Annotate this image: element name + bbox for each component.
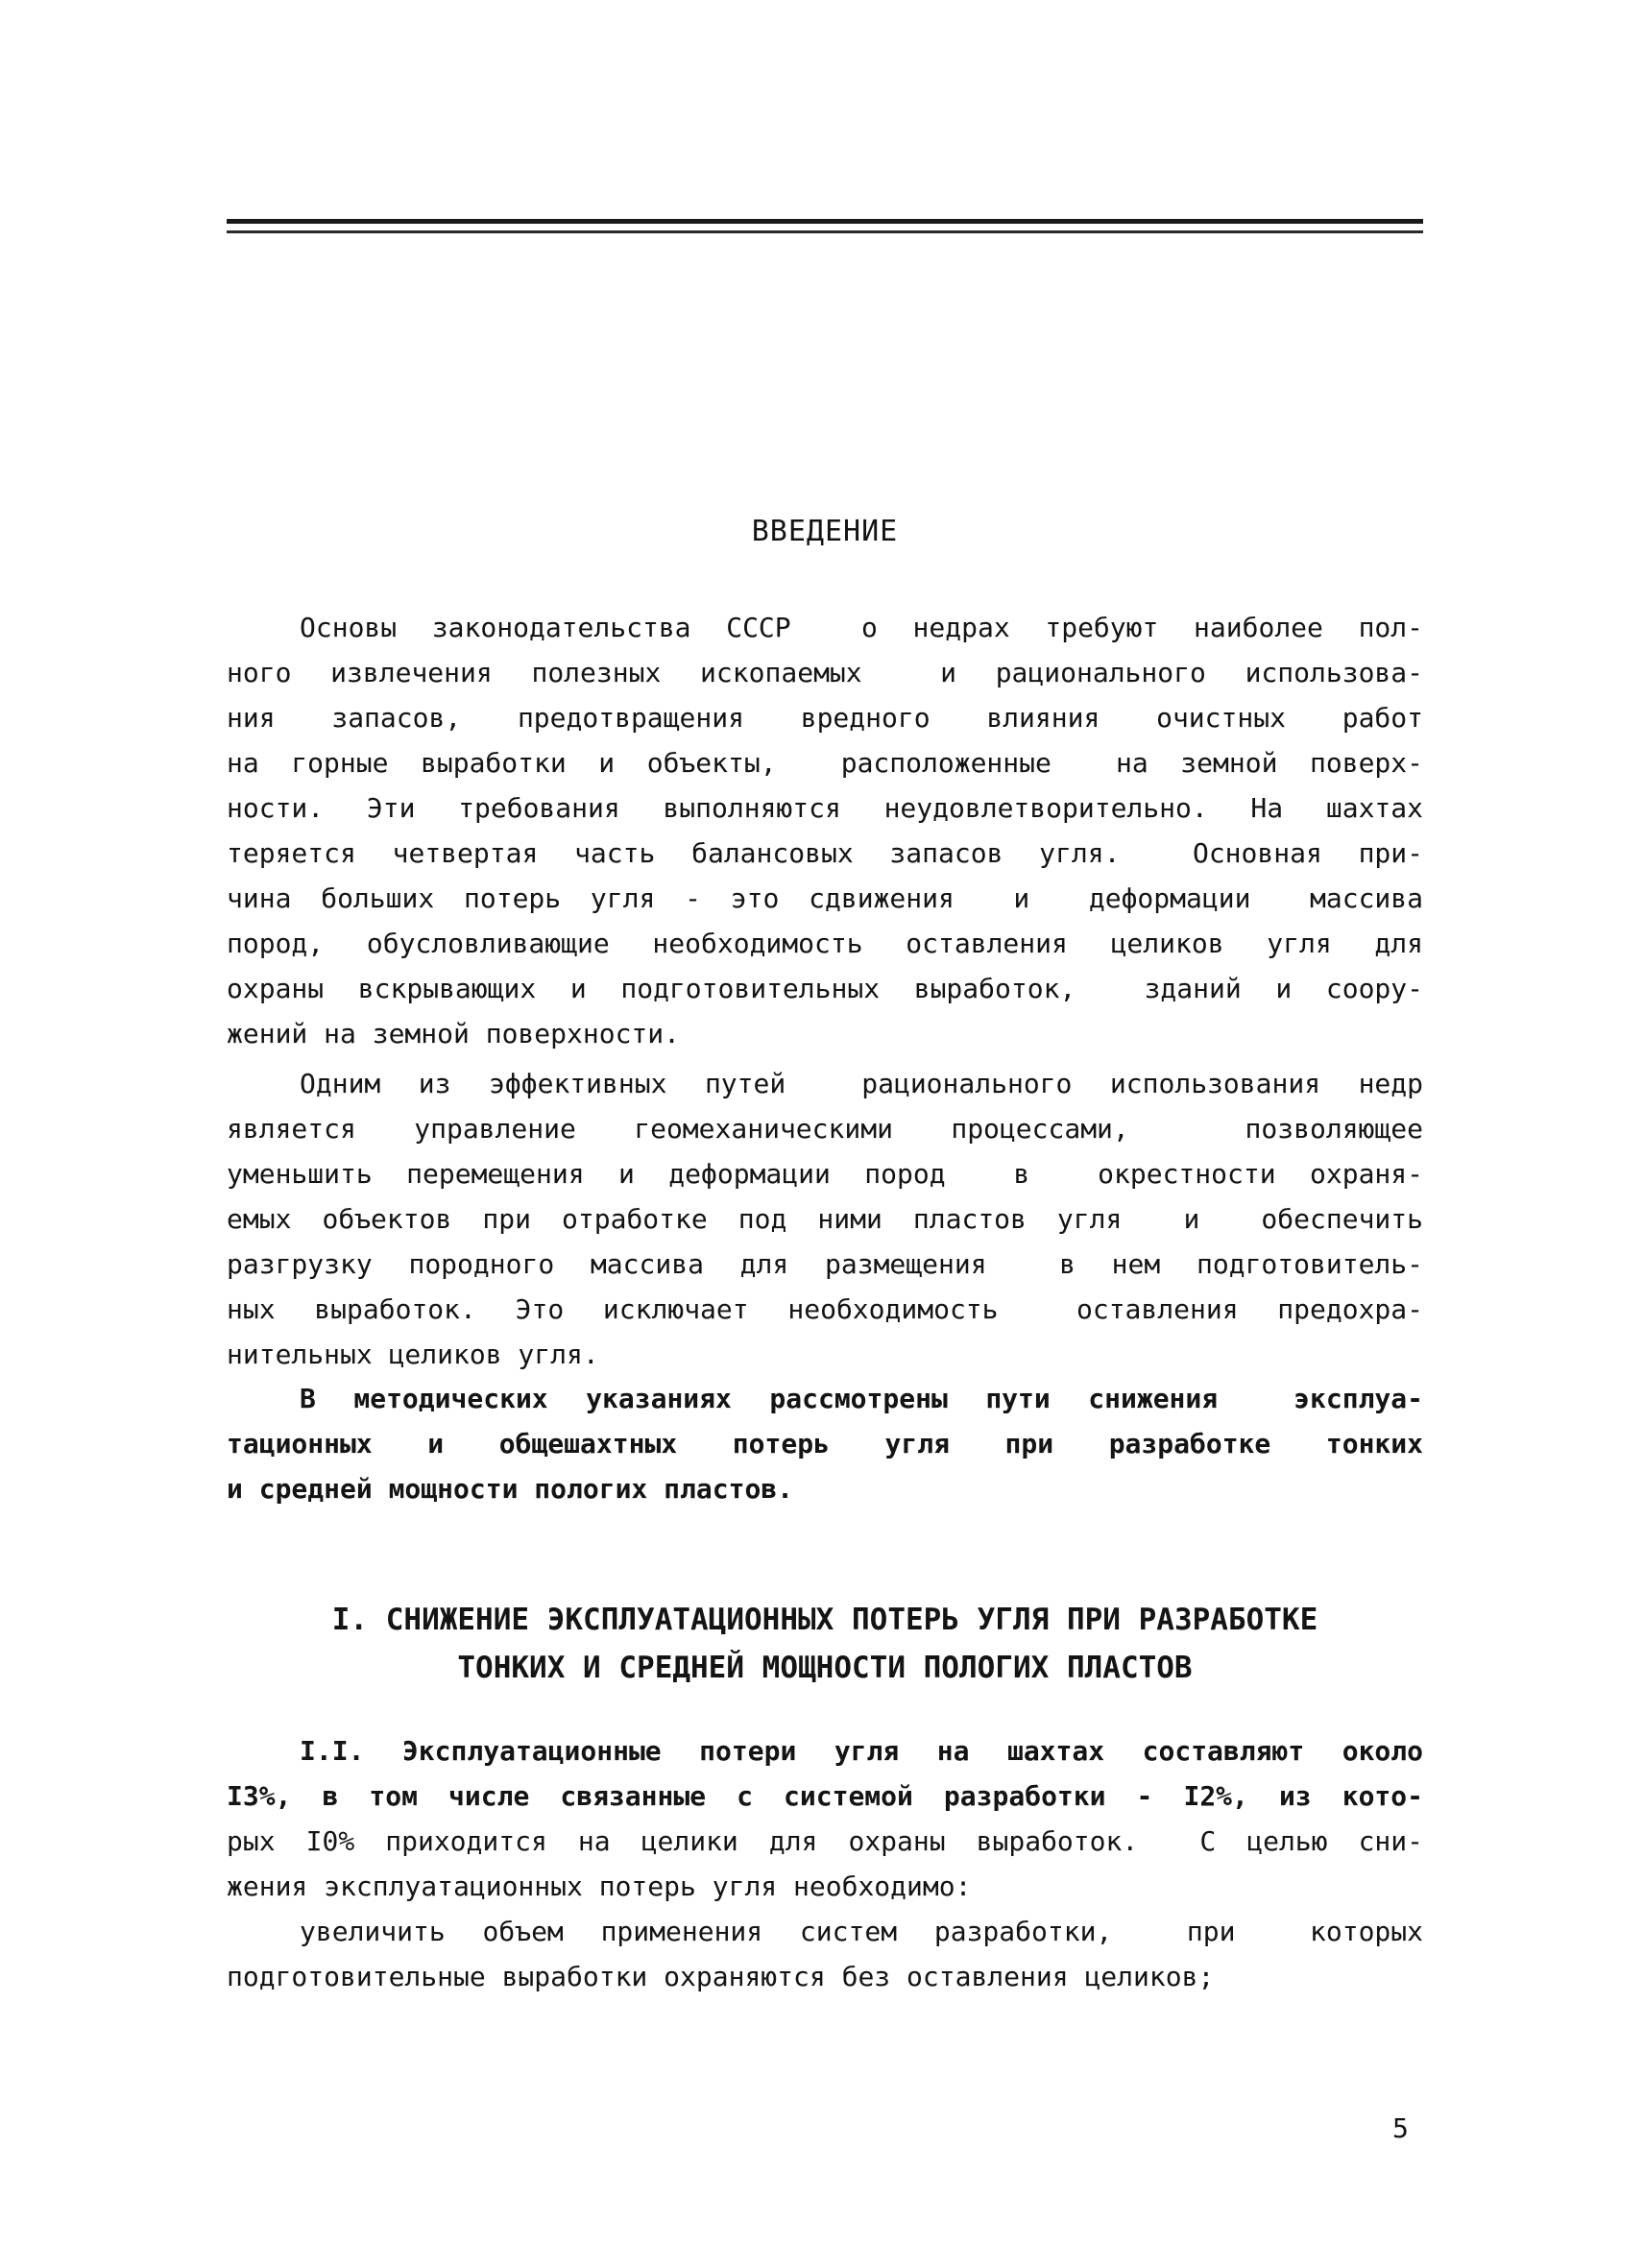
text-line: охраны вскрывающих и подготовительных выработок, зданий и соору-: [227, 973, 1423, 1004]
text-line: уменьшить перемещения и деформации пород в окрестности охраня-: [227, 1158, 1423, 1190]
intro-paragraph-3: [227, 1376, 1423, 1511]
text-line: пород, обусловливающие необходимость оставления целиков угля для: [227, 928, 1423, 959]
text-line: ности. Эти требования выполняются неудовлетворительно. На шахтах: [227, 792, 1423, 824]
intro-paragraph-2: [227, 1061, 1423, 1377]
section-1-heading: [227, 1596, 1423, 1692]
text-line: на горные выработки и объекты, расположенные на земной поверх-: [227, 747, 1423, 779]
section-title-line-2: ТОНКИХ И СРЕДНЕЙ МОЩНОСТИ ПОЛОГИХ ПЛАСТОВ: [457, 1651, 1193, 1685]
text-line: емых объектов при отработке под ними пластов угля и обеспечить: [227, 1203, 1423, 1235]
text-line: тационных и общешахтных потерь угля при разработке тонких: [227, 1428, 1423, 1460]
text-line: теряется четвертая часть балансовых запасов угля. Основная при-: [227, 837, 1423, 869]
text-line: жений на земной поверхности.: [227, 1018, 681, 1050]
intro-paragraph-1: [227, 605, 1423, 1056]
text-line: I.I. Эксплуатационные потери угля на шахтах составляют около: [300, 1735, 1423, 1767]
page-number: 5: [1392, 2112, 1409, 2144]
text-line: I3%, в том числе связанные с системой разработки - I2%, из кото-: [227, 1780, 1423, 1812]
text-line: жения эксплуатационных потерь угля необходимо:: [227, 1870, 972, 1902]
text-line: ного извлечения полезных ископаемых и рационального использова-: [227, 657, 1423, 688]
text-line: увеличить объем применения систем разработки, при которых: [300, 1916, 1423, 1947]
text-line: подготовительные выработки охраняются без оставления целиков;: [227, 1961, 1215, 1992]
header-rule-secondary: [227, 230, 1423, 233]
intro-heading: ВВЕДЕНИЕ: [751, 515, 899, 548]
text-line: является управление геомеханическими процессами, позволяющее: [227, 1113, 1423, 1145]
section-title-line-1: I. СНИЖЕНИЕ ЭКСПЛУАТАЦИОННЫХ ПОТЕРЬ УГЛЯ ПРИ РАЗРАБОТКЕ: [331, 1603, 1318, 1637]
text-line: ния запасов, предотвращения вредного влияния очистных работ: [227, 702, 1423, 734]
text-line: Основы законодательства СССР о недрах требуют наиболее пол-: [300, 612, 1423, 643]
text-line: В методических указаниях рассмотрены пути снижения эксплуа-: [300, 1383, 1423, 1414]
text-line: нительных целиков угля.: [227, 1339, 599, 1370]
header-rule: [227, 219, 1423, 224]
text-line: чина больших потерь угля - это сдвижения и деформации массива: [227, 882, 1423, 914]
section-1-body: [227, 1728, 1423, 1999]
text-line: и средней мощности пологих пластов.: [227, 1473, 794, 1505]
text-line: ных выработок. Это исключает необходимость оставления предохра-: [227, 1293, 1423, 1325]
text-line: рых I0% приходится на целики для охраны выработок. С целью сни-: [227, 1825, 1423, 1857]
text-line: разгрузку породного массива для размещения в нем подготовитель-: [227, 1248, 1423, 1280]
text-line: Одним из эффективных путей рационального использования недр: [300, 1068, 1423, 1099]
